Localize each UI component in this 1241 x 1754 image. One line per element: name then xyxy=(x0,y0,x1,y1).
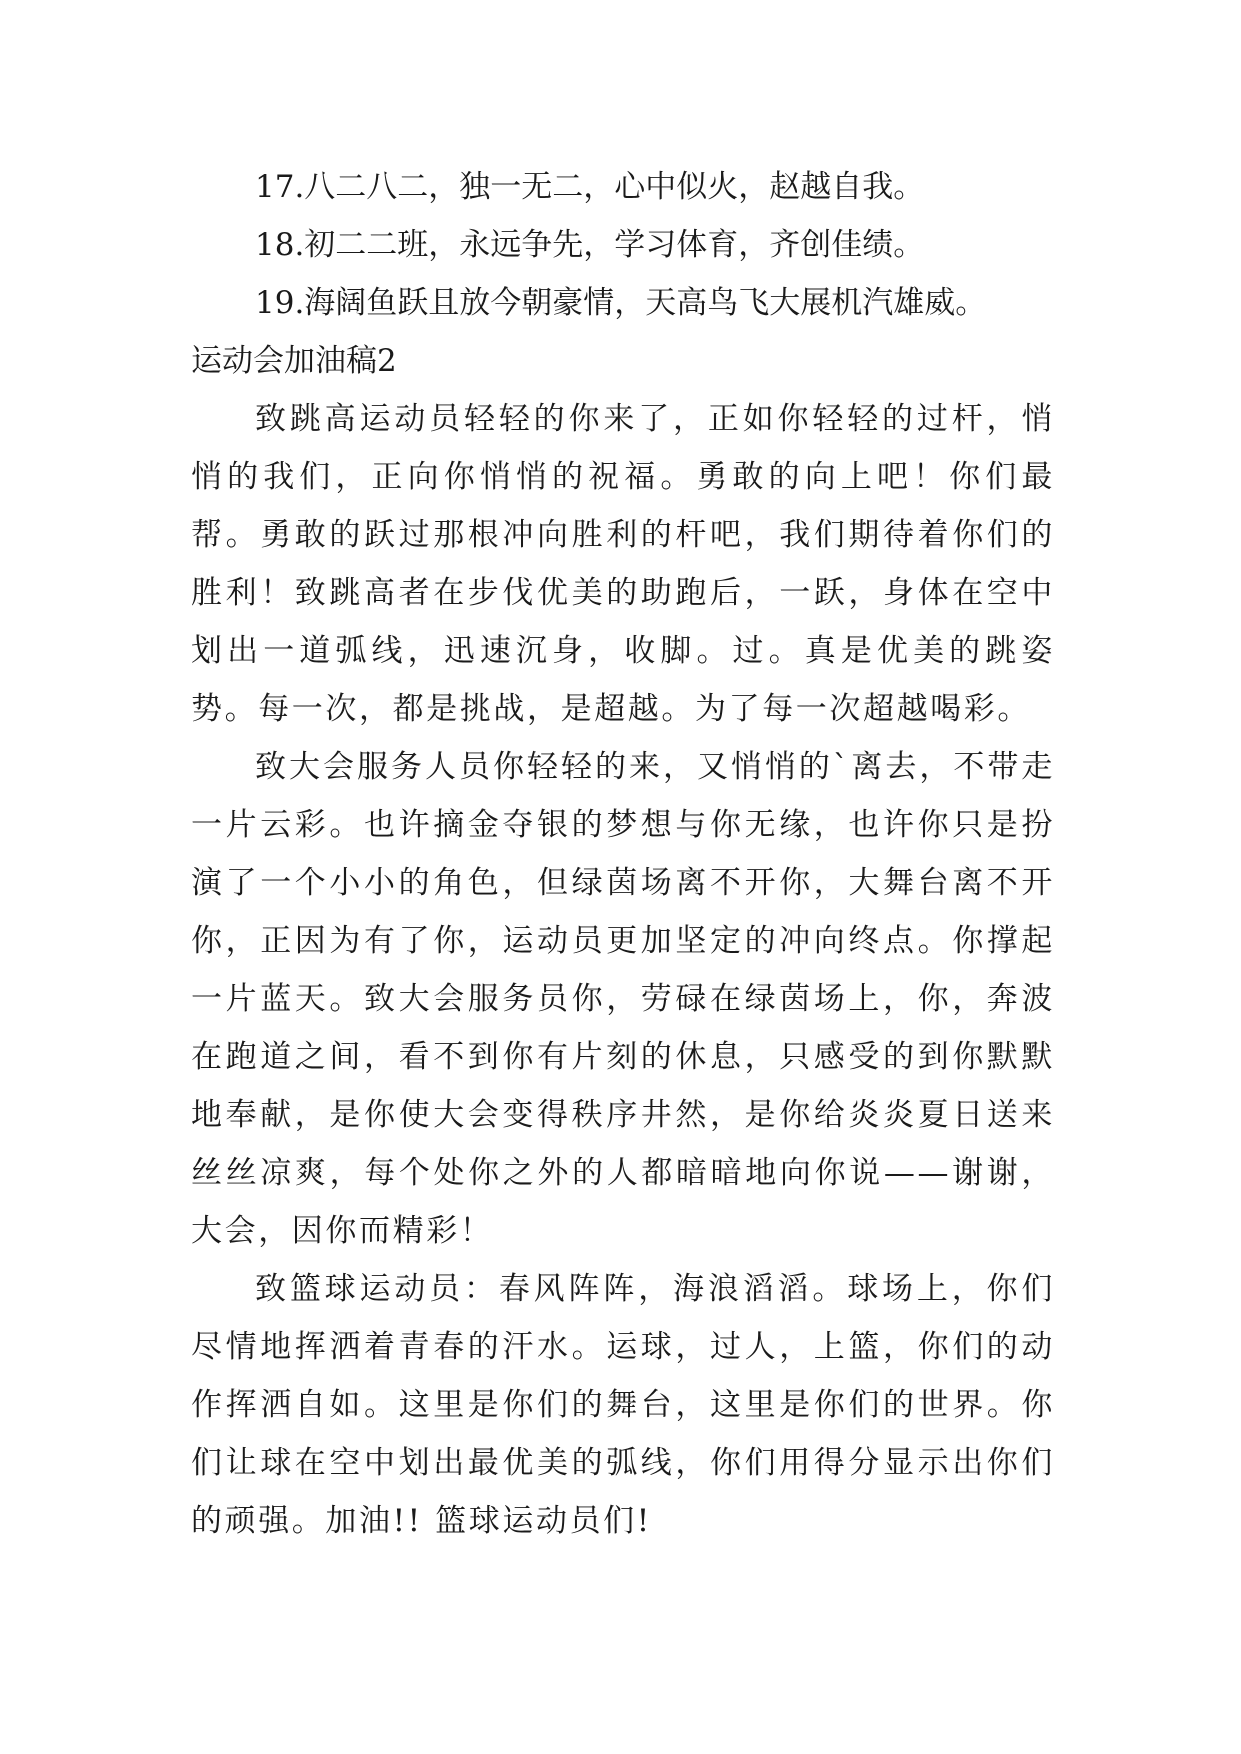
paragraph-basketball: 致篮球运动员：春风阵阵，海浪滔滔。球场上，你们尽情地挥洒着青春的汗水。运球，过人，上篮，你们的动作挥洒自如。这里是你们的舞台，这里是你们的世界。你们让球在空中划出最优美的弧线，你们用得分显示出你们的顽强。加油!! 篮球运动员们! xyxy=(191,1271,1055,1539)
list-item-18: 18.初二二班，永远争先，学习体育，齐创佳绩。 xyxy=(255,227,925,263)
section-title: 运动会加油稿2 xyxy=(191,343,397,379)
paragraph-high-jump: 致跳高运动员轻轻的你来了，正如你轻轻的过杆，悄悄的我们，正向你悄悄的祝福。勇敢的向上吧！你们最帮。勇敢的跃过那根冲向胜利的杆吧，我们期待着你们的胜利！致跳高者在步伐优美的助跑后，一跃，身体在空中划出一道弧线，迅速沉身，收脚。过。真是优美的跳姿势。每一次，都是挑战，是超越。为了每一次超越喝彩。 xyxy=(191,401,1055,727)
list-item-17: 17.八二八二，独一无二，心中似火，赵越自我。 xyxy=(255,169,925,205)
document-body xyxy=(191,158,1055,1550)
paragraph-service-staff: 致大会服务人员你轻轻的来，又悄悄的`离去，不带走一片云彩。也许摘金夺银的梦想与你无缘，也许你只是扮演了一个小小的角色，但绿茵场离不开你，大舞台离不开你，正因为有了你，运动员更加坚定的冲向终点。你撑起一片蓝天。致大会服务员你，劳碌在绿茵场上，你，奔波在跑道之间，看不到你有片刻的休息，只感受的到你默默地奉献，是你使大会变得秩序井然，是你给炎炎夏日送来丝丝凉爽，每个处你之外的人都暗暗地向你说——谢谢，大会，因你而精彩！ xyxy=(191,749,1055,1249)
list-item-19: 19.海阔鱼跃且放今朝豪情，天高鸟飞大展机汽雄威。 xyxy=(255,285,987,321)
